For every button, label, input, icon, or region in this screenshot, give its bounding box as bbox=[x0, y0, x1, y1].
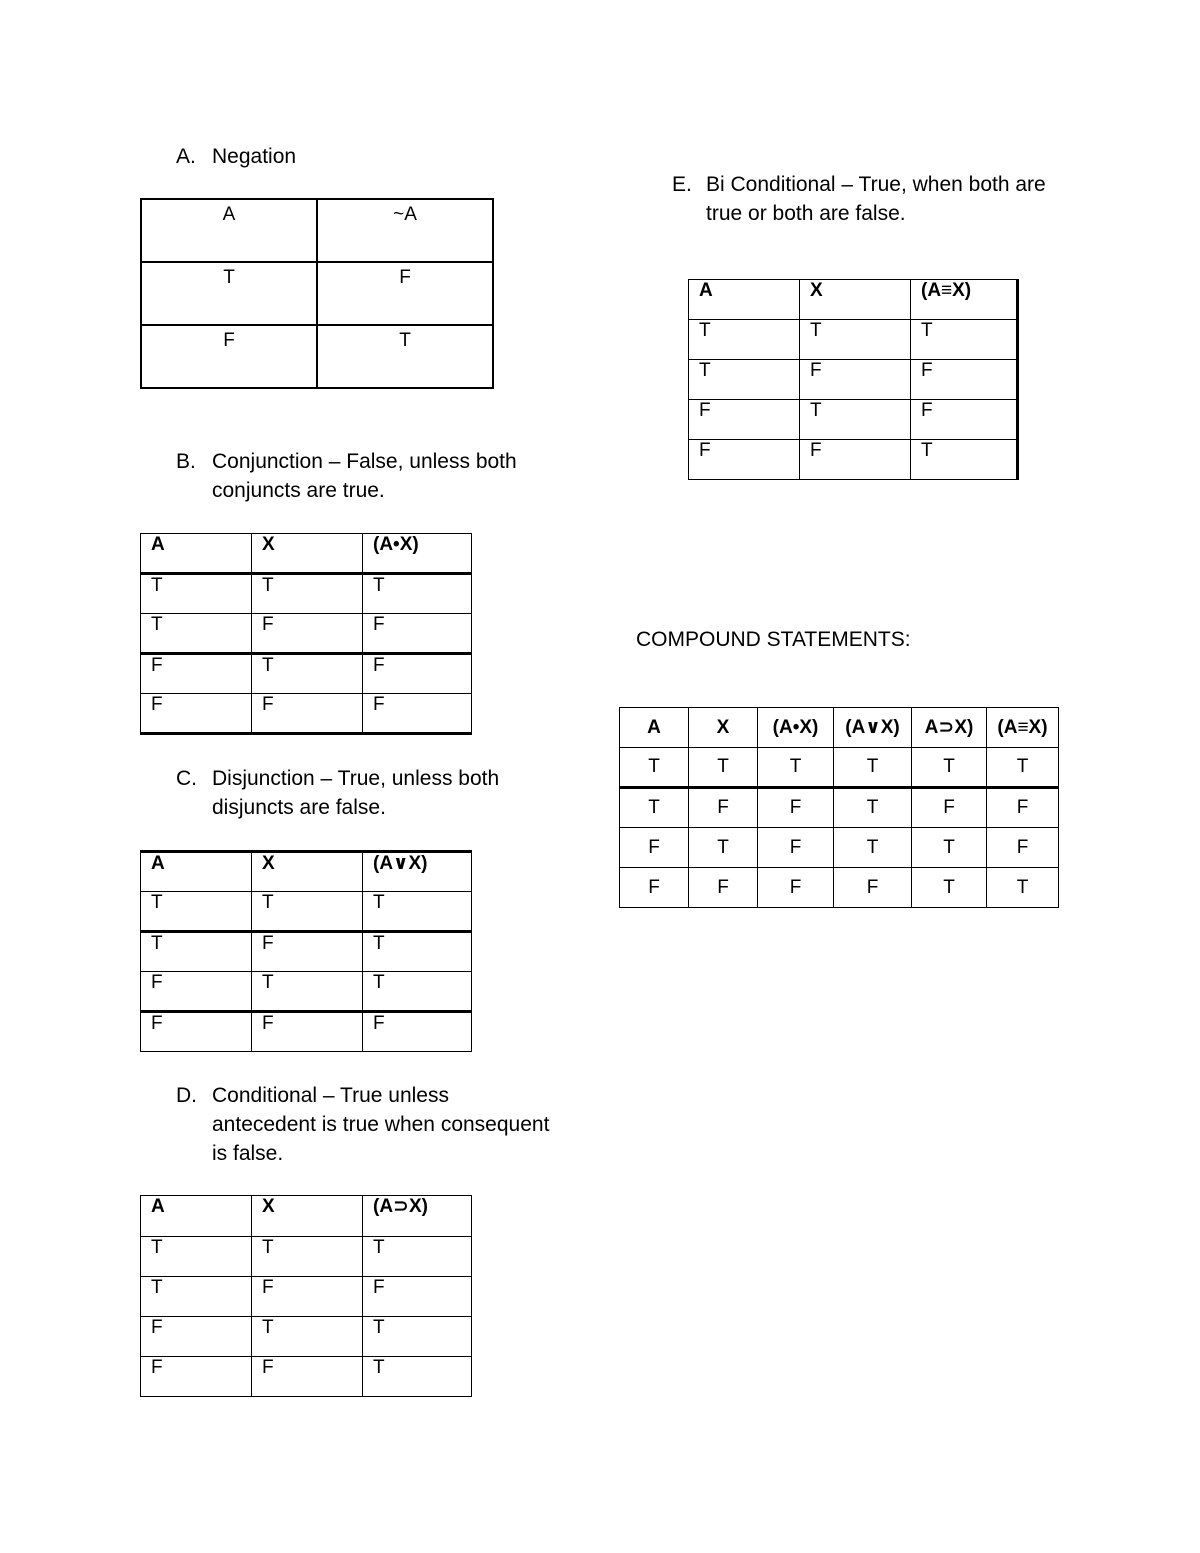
biconditional-letter: E. bbox=[672, 173, 692, 196]
table-cell: T bbox=[912, 748, 987, 788]
table-cell: F bbox=[141, 694, 252, 734]
table-cell: T bbox=[987, 748, 1059, 788]
table-cell: T bbox=[834, 828, 912, 868]
table-cell: F bbox=[317, 262, 493, 325]
biconditional-heading bbox=[672, 170, 1092, 230]
table-cell: F bbox=[834, 868, 912, 908]
table-cell: T bbox=[800, 320, 911, 360]
table-cell: X bbox=[252, 852, 363, 892]
table-cell: F bbox=[689, 788, 758, 828]
table-cell: F bbox=[363, 654, 472, 694]
table-cell: F bbox=[252, 694, 363, 734]
table-cell: T bbox=[252, 892, 363, 932]
table-cell: F bbox=[987, 828, 1059, 868]
biconditional-title-line2: true or both are false. bbox=[706, 202, 906, 225]
negation-table bbox=[140, 198, 494, 389]
table-cell: F bbox=[252, 932, 363, 972]
table-cell: F bbox=[141, 1357, 252, 1397]
table-cell: T bbox=[911, 320, 1018, 360]
conditional-title-line3: is false. bbox=[212, 1142, 284, 1165]
table-cell: F bbox=[252, 1357, 363, 1397]
disjunction-title-line2: disjuncts are false. bbox=[212, 796, 386, 819]
table-cell: F bbox=[689, 868, 758, 908]
table-cell: F bbox=[912, 788, 987, 828]
table-cell: X bbox=[252, 534, 363, 574]
disjunction-heading bbox=[176, 764, 556, 824]
table-cell: T bbox=[141, 574, 252, 614]
table-cell: T bbox=[252, 1317, 363, 1357]
table-cell: (A⊃X) bbox=[363, 1196, 472, 1237]
table-cell: ~A bbox=[317, 199, 493, 262]
table-cell: X bbox=[689, 708, 758, 748]
conjunction-letter: B. bbox=[176, 450, 196, 473]
table-cell: (A≡X) bbox=[987, 708, 1059, 748]
biconditional-title-line1: Bi Conditional – True, when both are bbox=[706, 173, 1046, 196]
table-cell: F bbox=[689, 400, 800, 440]
table-cell: F bbox=[141, 654, 252, 694]
conditional-title-line1: Conditional – True unless bbox=[212, 1084, 449, 1107]
table-cell: F bbox=[141, 972, 252, 1012]
table-cell: F bbox=[141, 325, 317, 388]
table-cell: F bbox=[758, 868, 834, 908]
table-cell: F bbox=[758, 788, 834, 828]
table-cell: T bbox=[363, 892, 472, 932]
table-cell: F bbox=[758, 828, 834, 868]
conditional-heading bbox=[176, 1081, 576, 1171]
biconditional-table bbox=[688, 279, 1019, 480]
table-cell: T bbox=[620, 748, 689, 788]
disjunction-letter: C. bbox=[176, 767, 197, 790]
table-cell: A bbox=[141, 852, 252, 892]
table-cell: F bbox=[800, 360, 911, 400]
table-cell: F bbox=[363, 614, 472, 654]
table-cell: F bbox=[800, 440, 911, 480]
table-cell: T bbox=[911, 440, 1018, 480]
table-cell: F bbox=[252, 614, 363, 654]
table-cell: F bbox=[252, 1012, 363, 1052]
disjunction-title-line1: Disjunction – True, unless both bbox=[212, 767, 500, 790]
table-cell: A bbox=[689, 280, 800, 320]
negation-letter: A. bbox=[176, 145, 196, 168]
table-cell: T bbox=[689, 360, 800, 400]
conjunction-heading bbox=[176, 447, 556, 507]
table-cell: X bbox=[800, 280, 911, 320]
table-cell: T bbox=[800, 400, 911, 440]
compound-title: COMPOUND STATEMENTS: bbox=[636, 628, 911, 651]
conditional-title-line2: antecedent is true when consequent bbox=[212, 1113, 550, 1136]
table-cell: T bbox=[620, 788, 689, 828]
table-cell: T bbox=[363, 932, 472, 972]
table-cell: T bbox=[363, 972, 472, 1012]
table-cell: T bbox=[252, 574, 363, 614]
table-cell: T bbox=[141, 1277, 252, 1317]
table-cell: T bbox=[252, 972, 363, 1012]
table-cell: T bbox=[758, 748, 834, 788]
table-cell: (A•X) bbox=[758, 708, 834, 748]
disjunction-table bbox=[140, 850, 472, 1052]
table-cell: T bbox=[141, 1237, 252, 1277]
table-cell: T bbox=[252, 654, 363, 694]
table-cell: (A∨X) bbox=[834, 708, 912, 748]
table-cell: T bbox=[689, 828, 758, 868]
table-cell: T bbox=[834, 748, 912, 788]
table-cell: T bbox=[363, 1357, 472, 1397]
table-cell: F bbox=[363, 1277, 472, 1317]
table-cell: A⊃X) bbox=[912, 708, 987, 748]
table-cell: F bbox=[911, 360, 1018, 400]
table-cell: A bbox=[141, 1196, 252, 1237]
table-cell: A bbox=[620, 708, 689, 748]
table-cell: A bbox=[141, 199, 317, 262]
table-cell: F bbox=[620, 868, 689, 908]
conjunction-table bbox=[140, 533, 472, 735]
table-cell: (A≡X) bbox=[911, 280, 1018, 320]
table-cell: T bbox=[317, 325, 493, 388]
table-cell: F bbox=[141, 1317, 252, 1357]
table-cell: A bbox=[141, 534, 252, 574]
table-cell: F bbox=[363, 1012, 472, 1052]
table-cell: T bbox=[141, 614, 252, 654]
table-cell: (A•X) bbox=[363, 534, 472, 574]
table-cell: T bbox=[141, 262, 317, 325]
table-cell: F bbox=[911, 400, 1018, 440]
table-cell: X bbox=[252, 1196, 363, 1237]
table-cell: F bbox=[620, 828, 689, 868]
table-cell: T bbox=[834, 788, 912, 828]
table-cell: T bbox=[141, 892, 252, 932]
table-cell: T bbox=[689, 748, 758, 788]
table-cell: F bbox=[252, 1277, 363, 1317]
table-cell: F bbox=[363, 694, 472, 734]
conditional-table bbox=[140, 1195, 472, 1397]
table-cell: T bbox=[987, 868, 1059, 908]
table-cell: F bbox=[141, 1012, 252, 1052]
compound-table bbox=[619, 707, 1059, 908]
table-cell: T bbox=[252, 1237, 363, 1277]
table-cell: F bbox=[689, 440, 800, 480]
table-cell: T bbox=[912, 868, 987, 908]
negation-heading bbox=[176, 142, 476, 172]
table-cell: T bbox=[363, 574, 472, 614]
table-cell: (A∨X) bbox=[363, 852, 472, 892]
table-cell: T bbox=[912, 828, 987, 868]
conjunction-title-line1: Conjunction – False, unless both bbox=[212, 450, 517, 473]
negation-title: Negation bbox=[212, 145, 297, 168]
table-cell: T bbox=[689, 320, 800, 360]
conjunction-title-line2: conjuncts are true. bbox=[212, 479, 385, 502]
table-cell: T bbox=[141, 932, 252, 972]
table-cell: F bbox=[987, 788, 1059, 828]
table-cell: T bbox=[363, 1317, 472, 1357]
conditional-letter: D. bbox=[176, 1084, 197, 1107]
table-cell: T bbox=[363, 1237, 472, 1277]
